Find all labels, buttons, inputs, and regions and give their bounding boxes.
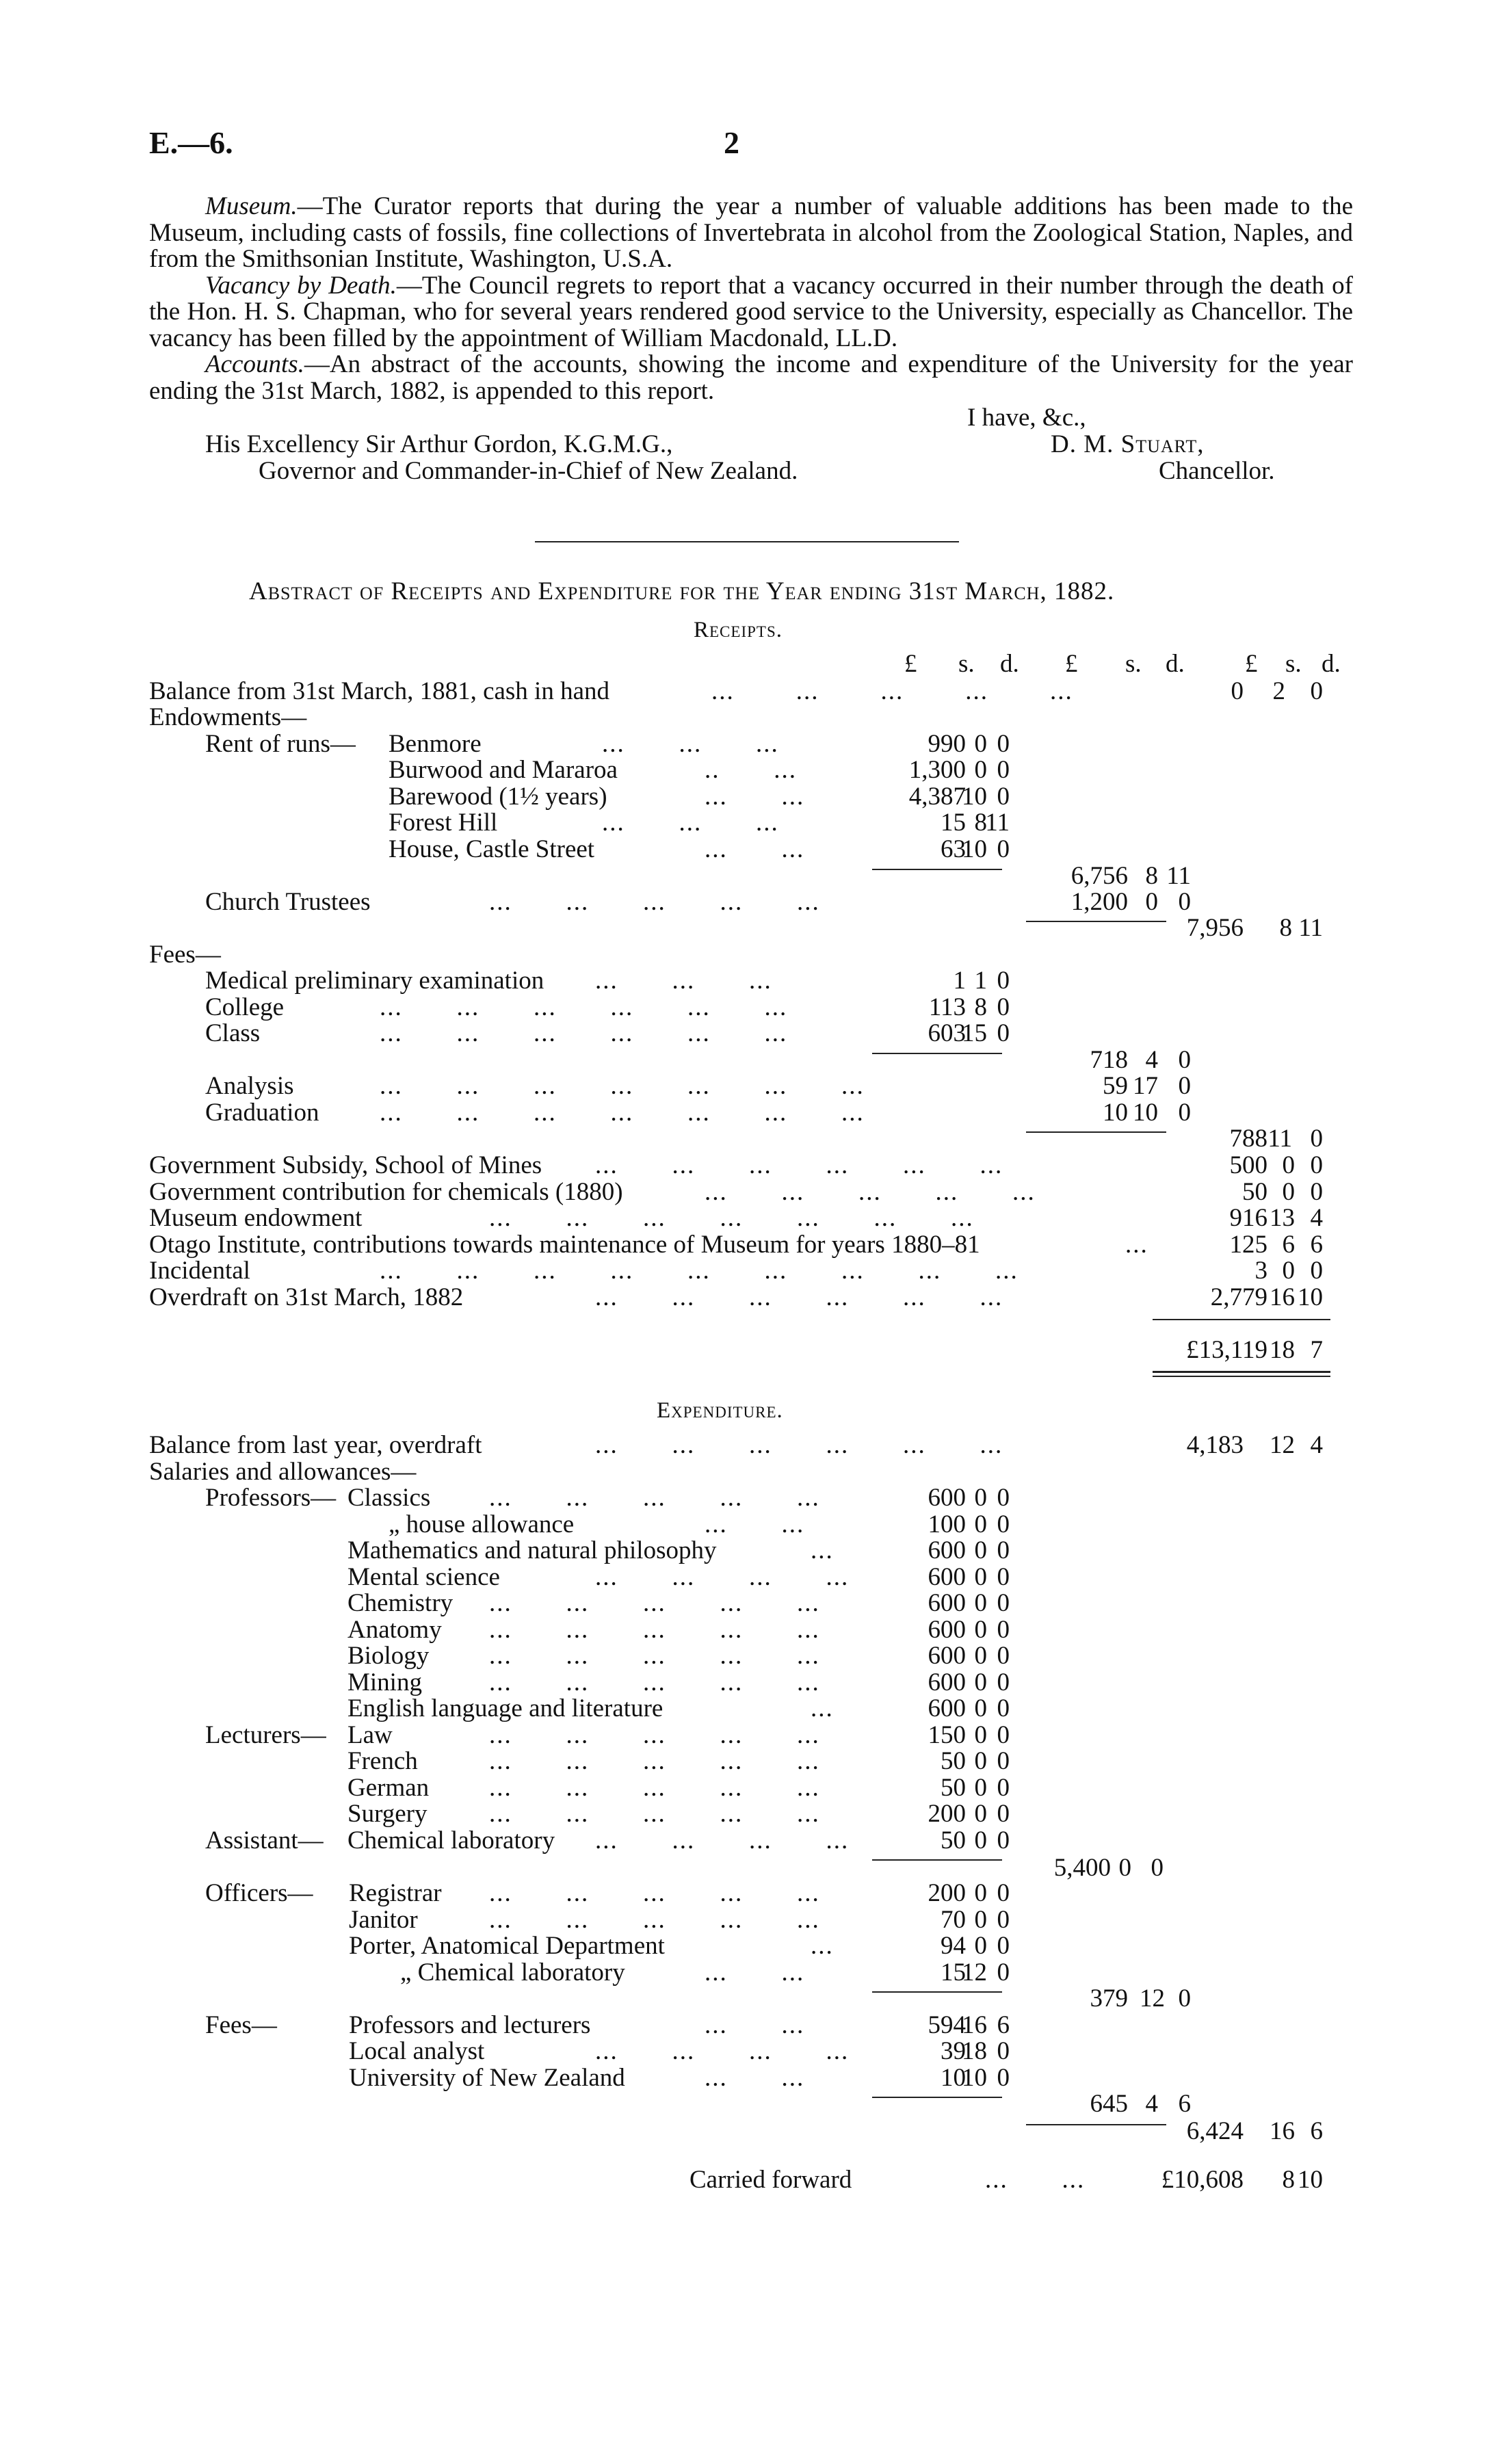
salary-pounds: 50 (941, 1826, 966, 1854)
leader-dots: ... ... ... ... ... ... (380, 1019, 788, 1047)
graduation-pence: 0 (1178, 1099, 1191, 1127)
other-receipt-shillings: 13 (1270, 1204, 1295, 1232)
officer-label: „ Chemical laboratory (400, 1958, 625, 1987)
leader-dots: ... ... (705, 2064, 805, 2092)
carried-forward-pounds: £10,608 (1161, 2166, 1244, 2194)
exp-fee-pence: 0 (997, 2064, 1010, 2092)
other-receipt-label: Museum endowment (149, 1204, 363, 1232)
officer-label: Registrar (349, 1879, 442, 1907)
leader-dots: ... ... ... ... ... (711, 677, 1073, 705)
officer-shillings: 0 (974, 1906, 987, 1934)
lecturer-label: Law (347, 1721, 393, 1749)
expenditure-total-pounds: 6,424 (1186, 2117, 1244, 2145)
subtotal-rule (1026, 2124, 1166, 2125)
leader-dots: ... ... ... ... ... ... (595, 1283, 1003, 1311)
museum-heading: Museum. (205, 192, 298, 220)
salary-pence: 0 (997, 1563, 1010, 1591)
expenditure-heading: Expenditure. (657, 1398, 783, 1423)
leader-dots: ... ... ... ... ... (489, 1642, 820, 1670)
run-label: Forest Hill (389, 809, 498, 837)
vacancy-heading: Vacancy by Death. (205, 271, 397, 300)
run-amount-pounds: 1,300 (908, 756, 966, 784)
officer-label: Porter, Anatomical Department (349, 1932, 665, 1960)
salary-pounds: 150 (928, 1721, 966, 1749)
officers-subtotal-shillings: 12 (1140, 1984, 1165, 2013)
officer-shillings: 0 (974, 1932, 987, 1960)
leader-dots: ... ... ... (602, 809, 779, 837)
salary-pounds: 200 (928, 1800, 966, 1828)
lecturer-label: French (347, 1747, 418, 1775)
salary-shillings: 0 (974, 1774, 987, 1802)
salary-pence: 0 (997, 1800, 1010, 1828)
officer-label: Janitor (349, 1906, 418, 1934)
salary-shillings: 0 (974, 1668, 987, 1696)
salary-shillings: 0 (974, 1721, 987, 1749)
page-number: 2 (724, 125, 739, 160)
salary-pence: 0 (997, 1510, 1010, 1538)
leader-dots: ... ... ... ... ... ... ... (380, 1072, 865, 1100)
col2-pence-head: d. (1166, 650, 1185, 678)
signatory-title: Chancellor. (1159, 457, 1275, 485)
col1-pound-head: £ (904, 650, 917, 678)
col3-shilling-head: s. (1285, 650, 1302, 678)
church-trustees-label: Church Trustees (205, 888, 371, 916)
fee-amount-shillings: 1 (974, 967, 987, 995)
salary-shillings: 0 (974, 1536, 987, 1564)
run-amount-pence: 11 (985, 809, 1010, 837)
runs-subtotal-shillings: 8 (1145, 862, 1158, 890)
expenditure-total-shillings: 16 (1270, 2117, 1295, 2145)
salary-pounds: 600 (928, 1616, 966, 1644)
leader-dots: ... ... ... ... ... (489, 888, 820, 916)
analysis-shillings: 17 (1133, 1072, 1158, 1100)
runs-subtotal-pence: 11 (1166, 862, 1191, 890)
professor-label: Mining (347, 1668, 422, 1696)
salary-shillings: 0 (974, 1642, 987, 1670)
lecturers-label: Lecturers— (205, 1721, 326, 1749)
fees-total-shillings: 11 (1267, 1125, 1292, 1153)
fee-amount-pence: 0 (997, 1019, 1010, 1047)
other-receipt-pence: 10 (1298, 1283, 1323, 1311)
salary-shillings: 0 (974, 1616, 987, 1644)
graduation-label: Graduation (205, 1099, 319, 1127)
endowments-total-pounds: 7,956 (1186, 914, 1244, 942)
officer-pence: 0 (997, 1932, 1010, 1960)
officers-subtotal-pence: 0 (1178, 1984, 1191, 2013)
exp-fee-shillings: 18 (962, 2037, 987, 2065)
other-receipt-label: Incidental (149, 1257, 250, 1285)
leader-dots: ... ... ... ... ... ... ... (489, 1204, 974, 1232)
fees-total-pence: 0 (1310, 1125, 1323, 1153)
exp-fee-label: Professors and lecturers (349, 2011, 591, 2039)
salary-shillings: 0 (974, 1826, 987, 1854)
leader-dots: ... ... (705, 1958, 805, 1987)
fees-total-pounds: 788 (1229, 1125, 1267, 1153)
closing-line: I have, &c., (967, 404, 1086, 432)
leader-dots: ... ... (705, 1510, 805, 1538)
run-amount-pounds: 990 (928, 730, 966, 758)
leader-dots: ... ... ... ... ... (489, 1616, 820, 1644)
double-rule (1153, 1371, 1330, 1373)
col2-shilling-head: s. (1125, 650, 1142, 678)
leader-dots: ... ... (705, 2011, 805, 2039)
fees-subtotal-pounds: 718 (1090, 1046, 1128, 1074)
church-amount-pence: 0 (1178, 888, 1191, 916)
total-rule (1153, 1319, 1330, 1320)
salary-pounds: 600 (928, 1642, 966, 1670)
salary-shillings: 0 (974, 1563, 987, 1591)
analysis-label: Analysis (205, 1072, 294, 1100)
fee-amount-shillings: 15 (962, 1019, 987, 1047)
officers-label: Officers— (205, 1879, 313, 1907)
exp-fees-label: Fees— (205, 2011, 277, 2039)
leader-dots: ... ... (705, 835, 805, 863)
other-receipt-label: Overdraft on 31st March, 1882 (149, 1283, 464, 1311)
exp-fee-shillings: 16 (962, 2011, 987, 2039)
officer-pence: 0 (997, 1906, 1010, 1934)
leader-dots: ... ... (985, 2166, 1086, 2194)
addressee-line-2: Governor and Commander-in-Chief of New Zealand. (259, 457, 798, 485)
other-receipt-label: Government contribution for chemicals (1880) (149, 1178, 623, 1206)
other-receipt-shillings: 6 (1282, 1231, 1295, 1259)
expenditure-balance-pence: 4 (1310, 1431, 1323, 1459)
leader-dots: ... ... ... ... ... (489, 1879, 820, 1907)
professor-label: Biology (347, 1642, 430, 1670)
salary-shillings: 0 (974, 1484, 987, 1512)
exp-fees-subtotal-pence: 6 (1178, 2090, 1191, 2118)
salaries-label: Salaries and allowances— (149, 1458, 417, 1486)
carried-forward-label: Carried forward (689, 2166, 852, 2194)
col1-shilling-head: s. (958, 650, 975, 678)
professor-label: „ house allowance (389, 1510, 575, 1538)
salary-pence: 0 (997, 1484, 1010, 1512)
exp-fee-pounds: 39 (941, 2037, 966, 2065)
leader-dots: ... ... ... ... ... ... ... (380, 1099, 865, 1127)
run-amount-pence: 0 (997, 835, 1010, 863)
salary-pence: 0 (997, 1616, 1010, 1644)
salary-pence: 0 (997, 1642, 1010, 1670)
salary-pence: 0 (997, 1774, 1010, 1802)
assistant-item-label: Chemical laboratory (347, 1826, 555, 1854)
exp-fee-pence: 6 (997, 2011, 1010, 2039)
carried-forward-shillings: 8 (1282, 2166, 1295, 2194)
receipts-grand-total-shillings: 18 (1270, 1336, 1295, 1364)
endowments-total-shillings: 8 (1279, 914, 1292, 942)
run-amount-shillings: 8 (974, 809, 987, 837)
leader-dots: ... ... ... ... ... (489, 1800, 820, 1828)
leader-dots: ... ... ... (602, 730, 779, 758)
expenditure-balance-pounds: 4,183 (1186, 1431, 1244, 1459)
leader-dots: ... ... ... ... ... ... (380, 993, 788, 1021)
salary-shillings: 0 (974, 1589, 987, 1617)
run-label: Barewood (1½ years) (389, 783, 607, 811)
leader-dots: ... (811, 1536, 834, 1564)
salary-shillings: 0 (974, 1747, 987, 1775)
subtotal-rule (1026, 921, 1166, 922)
church-amount-pounds: 1,200 (1070, 888, 1128, 916)
addressee-line-1: His Excellency Sir Arthur Gordon, K.G.M.G., (205, 430, 673, 458)
leader-dots: ... ... ... ... ... (489, 1906, 820, 1934)
officer-pounds: 94 (941, 1932, 966, 1960)
other-receipt-shillings: 0 (1282, 1257, 1295, 1285)
analysis-pounds: 59 (1103, 1072, 1128, 1100)
leader-dots: ... ... ... ... ... ... ... ... ... (380, 1257, 1019, 1285)
graduation-shillings: 10 (1133, 1099, 1158, 1127)
runs-subtotal-pounds: 6,756 (1070, 862, 1128, 890)
receipt-balance-label: Balance from 31st March, 1881, cash in hand (149, 677, 610, 705)
other-receipt-pounds: 50 (1242, 1178, 1267, 1206)
receipt-balance-pounds: 0 (1231, 677, 1244, 705)
officer-pence: 0 (997, 1958, 1010, 1987)
run-amount-shillings: 0 (974, 730, 987, 758)
exp-fees-subtotal-shillings: 4 (1145, 2090, 1158, 2118)
fee-label: Medical preliminary examination (205, 967, 544, 995)
professor-label: Mathematics and natural philosophy (347, 1536, 717, 1564)
other-receipt-pence: 0 (1310, 1151, 1323, 1179)
vacancy-text: —The Council regrets to report that a vacancy occurred in their number through the death of the Hon. H. S. Chapman, who for several years rendered good service to the University, especially as Chancellor. The vacancy has been filled by the appointment of William Macdonald, LL.D. (149, 271, 1353, 352)
leader-dots: ... (811, 1932, 834, 1960)
officer-pence: 0 (997, 1879, 1010, 1907)
officers-subtotal-pounds: 379 (1090, 1984, 1128, 2013)
fee-label: Class (205, 1019, 261, 1047)
leader-dots: ... ... ... ... (595, 2037, 850, 2065)
salaries-subtotal-pounds: 5,400 (1053, 1854, 1111, 1882)
professor-label: Anatomy (347, 1616, 442, 1644)
salary-pence: 0 (997, 1826, 1010, 1854)
leader-dots: ... ... (705, 783, 805, 811)
professor-label: Classics (347, 1484, 431, 1512)
subtotal-rule (1026, 1131, 1166, 1133)
other-receipt-shillings: 0 (1282, 1178, 1295, 1206)
receipts-grand-total-pence: 7 (1310, 1336, 1323, 1364)
leader-dots: ... ... ... ... ... (489, 1668, 820, 1696)
officer-pounds: 15 (941, 1958, 966, 1987)
officer-pounds: 200 (928, 1879, 966, 1907)
salary-pence: 0 (997, 1721, 1010, 1749)
other-receipt-label: Otago Institute, contributions towards maintenance of Museum for years 1880–81 (149, 1231, 980, 1259)
expenditure-balance-label: Balance from last year, overdraft (149, 1431, 482, 1459)
salary-pounds: 50 (941, 1774, 966, 1802)
leader-dots: ... (811, 1694, 834, 1722)
leader-dots: ... ... ... ... ... (489, 1484, 820, 1512)
salary-pounds: 50 (941, 1747, 966, 1775)
other-receipt-pounds: 3 (1254, 1257, 1267, 1285)
exp-fee-pence: 0 (997, 2037, 1010, 2065)
other-receipt-pounds: 500 (1229, 1151, 1267, 1179)
leader-dots: ... ... ... ... (595, 1563, 850, 1591)
fees-subtotal-shillings: 4 (1145, 1046, 1158, 1074)
salary-pence: 0 (997, 1536, 1010, 1564)
endowments-label: Endowments— (149, 703, 307, 731)
signatory-name: D. M. Stuart, (1051, 430, 1205, 458)
professor-label: Mental science (347, 1563, 500, 1591)
salary-pounds: 600 (928, 1563, 966, 1591)
double-rule (1153, 1376, 1330, 1377)
run-amount-shillings: 10 (962, 835, 987, 863)
leader-dots: ... ... ... (595, 967, 772, 995)
salary-shillings: 0 (974, 1694, 987, 1722)
subtotal-rule (872, 1859, 1002, 1861)
leader-dots: ... ... ... ... ... (705, 1178, 1036, 1206)
leader-dots: .. ... (705, 756, 797, 784)
salary-pounds: 600 (928, 1536, 966, 1564)
fees-subtotal-pence: 0 (1178, 1046, 1191, 1074)
museum-text: —The Curator reports that during the year a number of valuable additions has been made to the Museum, including casts of fossils, fine collections of Invertebrata in alcohol from the Zoological Station, Naples, and from the Smithsonian Institute, Washington, U.S.A. (149, 192, 1353, 273)
salary-pounds: 600 (928, 1668, 966, 1696)
salary-shillings: 0 (974, 1800, 987, 1828)
accounts-text: —An abstract of the accounts, showing the income and expenditure of the University for the year ending the 31st March, 1882, is appended to this report. (149, 350, 1353, 405)
salary-pounds: 600 (928, 1694, 966, 1722)
leader-dots: ... ... ... ... ... ... (595, 1431, 1003, 1459)
leader-dots: ... ... ... ... ... (489, 1589, 820, 1617)
salaries-subtotal-pence: 0 (1151, 1854, 1164, 1882)
salary-pence: 0 (997, 1589, 1010, 1617)
letter-body (149, 194, 1353, 404)
church-amount-shillings: 0 (1145, 888, 1158, 916)
fee-amount-pounds: 603 (928, 1019, 966, 1047)
officer-shillings: 0 (974, 1879, 987, 1907)
other-receipt-pence: 6 (1310, 1231, 1323, 1259)
receipts-heading: Receipts. (694, 618, 783, 642)
fee-amount-shillings: 8 (974, 993, 987, 1021)
leader-dots: ... ... ... ... ... ... (595, 1151, 1003, 1179)
professors-label: Professors— (205, 1484, 337, 1512)
endowments-total-pence: 11 (1298, 914, 1323, 942)
exp-fees-subtotal-pounds: 645 (1090, 2090, 1128, 2118)
rent-of-runs-label: Rent of runs— (205, 730, 356, 758)
fee-label: College (205, 993, 285, 1021)
exp-fee-label: Local analyst (349, 2037, 485, 2065)
exp-fee-shillings: 10 (962, 2064, 987, 2092)
fees-label: Fees— (149, 941, 221, 969)
officer-pounds: 70 (941, 1906, 966, 1934)
col2-pound-head: £ (1065, 650, 1078, 678)
other-receipt-pounds: 2,779 (1210, 1283, 1267, 1311)
other-receipt-pounds: 916 (1229, 1204, 1267, 1232)
professor-label: English language and literature (347, 1694, 663, 1722)
lecturer-label: Surgery (347, 1800, 428, 1828)
salary-pounds: 100 (928, 1510, 966, 1538)
run-amount-pounds: 15 (941, 809, 966, 837)
analysis-pence: 0 (1178, 1072, 1191, 1100)
run-label: House, Castle Street (389, 835, 595, 863)
col3-pound-head: £ (1245, 650, 1258, 678)
fee-amount-pounds: 1 (953, 967, 966, 995)
fee-amount-pence: 0 (997, 967, 1010, 995)
expenditure-balance-shillings: 12 (1270, 1431, 1295, 1459)
run-amount-pounds: 63 (941, 835, 966, 863)
salary-shillings: 0 (974, 1510, 987, 1538)
subtotal-rule (872, 2097, 1002, 2098)
run-amount-pounds: 4,387 (908, 783, 966, 811)
other-receipt-shillings: 0 (1282, 1151, 1295, 1179)
leader-dots: ... ... ... ... ... (489, 1747, 820, 1775)
run-label: Burwood and Mararoa (389, 756, 618, 784)
run-amount-shillings: 10 (962, 783, 987, 811)
other-receipt-label: Government Subsidy, School of Mines (149, 1151, 542, 1179)
salary-pence: 0 (997, 1747, 1010, 1775)
officer-shillings: 12 (962, 1958, 987, 1987)
leader-dots: ... ... ... ... ... (489, 1774, 820, 1802)
exp-fee-label: University of New Zealand (349, 2064, 625, 2092)
accounts-heading: Accounts. (205, 350, 304, 378)
salaries-subtotal-shillings: 0 (1118, 1854, 1131, 1882)
other-receipt-pounds: 125 (1229, 1231, 1267, 1259)
expenditure-total-pence: 6 (1310, 2117, 1323, 2145)
receipt-balance-shillings: 2 (1272, 677, 1285, 705)
salary-pence: 0 (997, 1668, 1010, 1696)
run-label: Benmore (389, 730, 482, 758)
subtotal-rule (872, 869, 1002, 870)
leader-dots: ... (1125, 1231, 1148, 1259)
other-receipt-shillings: 16 (1270, 1283, 1295, 1311)
fee-amount-pounds: 113 (928, 993, 966, 1021)
subtotal-rule (872, 1991, 1002, 1993)
run-amount-pence: 0 (997, 783, 1010, 811)
receipts-grand-total-pounds: £13,119 (1186, 1336, 1267, 1364)
subtotal-rule (872, 1053, 1002, 1054)
lecturer-label: German (347, 1774, 430, 1802)
leader-dots: ... ... ... ... (595, 1826, 850, 1854)
exp-fee-pounds: 10 (941, 2064, 966, 2092)
abstract-title: Abstract of Receipts and Expenditure for the Year ending 31st March, 1882. (249, 577, 1115, 605)
other-receipt-pence: 0 (1310, 1257, 1323, 1285)
other-receipt-pence: 4 (1310, 1204, 1323, 1232)
col3-pence-head: d. (1322, 650, 1341, 678)
professor-label: Chemistry (347, 1589, 454, 1617)
run-amount-pence: 0 (997, 730, 1010, 758)
assistant-label: Assistant— (205, 1826, 324, 1854)
salary-pence: 0 (997, 1694, 1010, 1722)
exp-fee-pounds: 594 (928, 2011, 966, 2039)
salary-pounds: 600 (928, 1589, 966, 1617)
run-amount-shillings: 0 (974, 756, 987, 784)
col1-pence-head: d. (1000, 650, 1019, 678)
leader-dots: ... ... ... ... ... (489, 1721, 820, 1749)
document-code: E.—6. (149, 125, 233, 160)
graduation-pounds: 10 (1103, 1099, 1128, 1127)
section-divider (535, 541, 959, 542)
run-amount-pence: 0 (997, 756, 1010, 784)
fee-amount-pence: 0 (997, 993, 1010, 1021)
receipt-balance-pence: 0 (1310, 677, 1323, 705)
salary-pounds: 600 (928, 1484, 966, 1512)
carried-forward-pence: 10 (1298, 2166, 1323, 2194)
other-receipt-pence: 0 (1310, 1178, 1323, 1206)
